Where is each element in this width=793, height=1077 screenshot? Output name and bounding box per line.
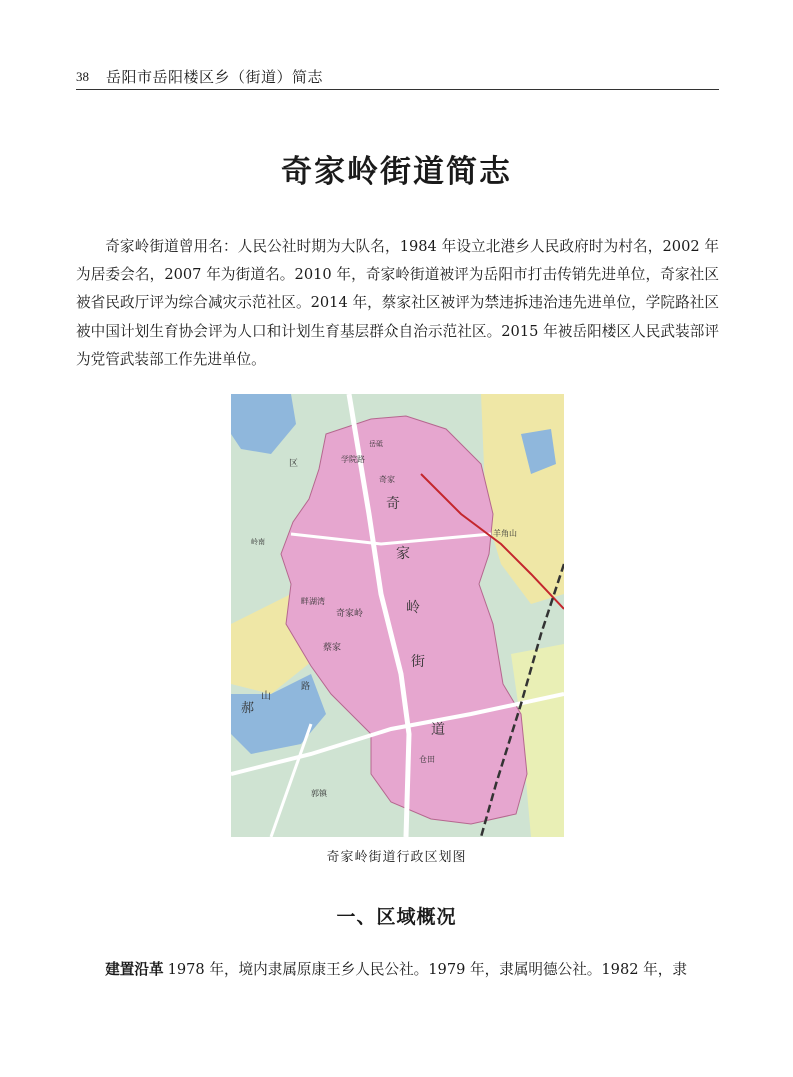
- map-label: 路: [301, 682, 311, 692]
- map-label: 郭镇: [311, 789, 327, 798]
- map-big-char: 岭: [406, 600, 420, 616]
- body-text: 1978 年，境内隶属原康王乡人民公社。1979 年，隶属明德公社。1982 年，隶: [167, 961, 687, 978]
- map-label: 奇家岭: [336, 609, 364, 619]
- map-big-char: 道: [431, 722, 445, 738]
- running-header: [76, 66, 719, 90]
- map-label: 山: [261, 691, 271, 702]
- body-paragraph: [76, 956, 736, 984]
- map-label: 羊角山: [493, 529, 517, 538]
- header-rule: [76, 89, 719, 90]
- page-number: 38: [76, 69, 89, 84]
- map-big-char: 家: [396, 546, 410, 562]
- map-caption: 奇家岭街道行政区划图: [326, 850, 467, 865]
- intro-paragraph: 奇家岭街道曾用名：人民公社时期为大队名，1984 年设立北港乡人民政府时为村名，2002 年为居委会名，2007 年为街道名。2010 年，奇家岭街道被评为岳阳市打击传销先进单位，奇家社区被省民政厅评为综合减灾示范社区。2014 年，蔡家社区被评为禁违拆违治违先进单位，学院路社区被中国计划生育协会评为人口和计划生育基层群众自治示范社区。2015 年被岳阳楼区人民武装部评为党管武装部工作先进单位。: [76, 238, 719, 368]
- map-label: 岭南: [251, 538, 265, 546]
- chapter-title: 奇家岭街道简志: [281, 154, 512, 190]
- district-map: [231, 394, 564, 837]
- book-title: 岳阳市岳阳楼区乡（街道）简志: [106, 68, 324, 86]
- body-term: 建置沿革: [105, 961, 164, 978]
- map-label: 仓田: [419, 755, 435, 764]
- map-label: 区: [289, 459, 299, 469]
- map-label: 奇家: [379, 475, 395, 484]
- map-label: 畔湖湾: [301, 597, 325, 606]
- map-big-char: 街: [411, 654, 425, 670]
- section-heading: 一、区域概况: [336, 906, 457, 928]
- map-label: 岳砥: [369, 440, 383, 448]
- map-label: 学院路: [341, 455, 365, 464]
- map-label: 蔡家: [323, 643, 342, 653]
- map-label: 郝: [241, 701, 255, 716]
- map-big-char: 奇: [386, 496, 400, 512]
